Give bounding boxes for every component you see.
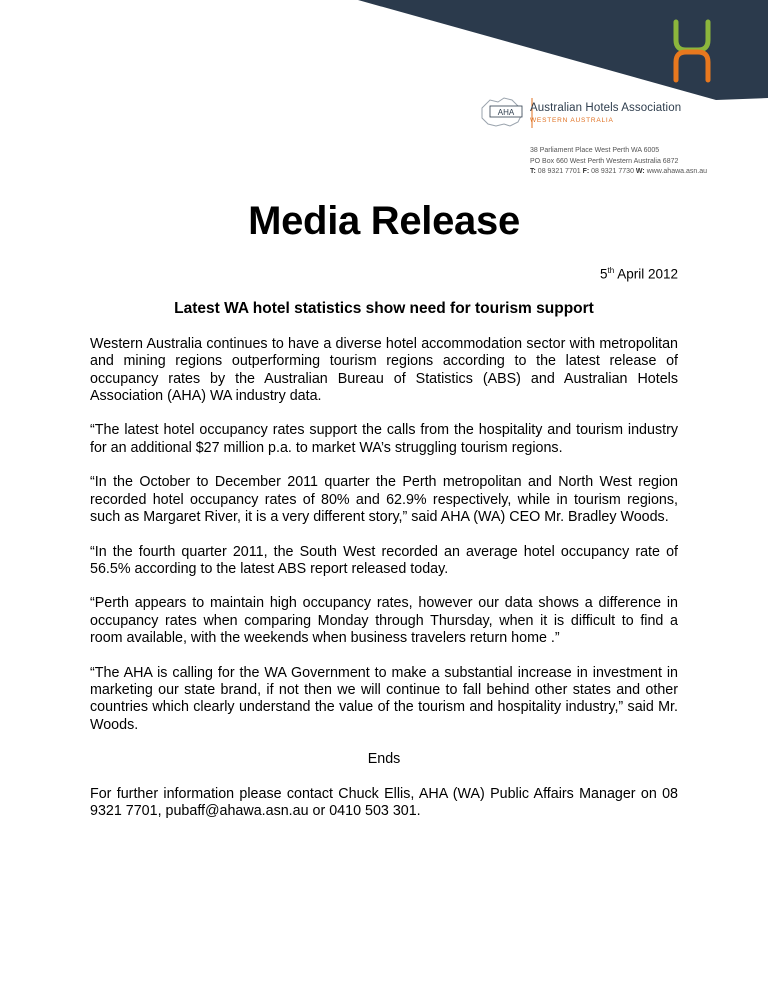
paragraph: “In the October to December 2011 quarter the Perth metropolitan and North West region recorded hotel occupancy rates of 80% and 62.9% respectively, while in tourism regions, such as Margaret River, it is a very different story,” said AHA (WA) CEO Mr. Bradley Woods. — [90, 474, 678, 525]
body-text — [90, 336, 678, 838]
paragraph: “Perth appears to maintain high occupancy rates, however our data shows a difference in occupancy rates when comparing Monday through Thursday, when it is difficult to find a room available, with the weekends when business travelers return home .” — [90, 595, 678, 647]
website-link[interactable]: www.ahawa.asn.au — [646, 168, 708, 175]
fax-label: F: — [582, 168, 590, 175]
release-date — [600, 266, 678, 282]
headline: Latest WA hotel statistics show need for tourism support — [174, 300, 594, 317]
org-subtitle: WESTERN AUSTRALIA — [530, 117, 614, 124]
address-line-1: 38 Parliament Place West Perth WA 6005 — [530, 147, 660, 154]
phone-number: 08 9321 7701 — [537, 168, 581, 175]
aha-logo-text: AHA — [497, 108, 515, 117]
address-line-2: PO Box 660 West Perth Western Australia 6872 — [530, 157, 679, 165]
paragraph: “The AHA is calling for the WA Government to make a substantial increase in investment in marketing our state brand, if not then we will continue to fall behind other states and other countries which clearly understand the value of the tourism and hospitality industry,” said Mr. Woods. — [90, 664, 678, 733]
paragraph: Western Australia continues to have a diverse hotel accommodation sector with metropolitan and mining regions outperforming tourism regions according to the latest release of occupancy rates by the Australian Bureau of Statistics (ABS) and Australian Hotels Association (AHA) WA industry data. — [90, 336, 678, 404]
contact-line — [530, 167, 707, 178]
contact-paragraph: For further information please contact Chuck Ellis, AHA (WA) Public Affairs Manager on 08 9321 7701, pubaff@ahawa.asn.au or 0410 503 301. — [90, 785, 678, 820]
date-month-year: April 2012 — [614, 266, 678, 282]
page-title: Media Release — [248, 199, 520, 243]
paragraph: “In the fourth quarter 2011, the South West recorded an average hotel occupancy rate of 56.5% according to the latest ABS report released today. — [90, 543, 678, 577]
ends-marker: Ends — [367, 751, 401, 768]
org-name: Australian Hotels Association — [530, 102, 682, 114]
web-label: W: — [635, 168, 645, 175]
date-day: 5 — [600, 266, 608, 282]
header-banner — [0, 0, 768, 140]
fax-number: 08 9321 7730 — [591, 168, 634, 175]
phone-label: T: — [530, 168, 536, 175]
paragraph: “The latest hotel occupancy rates support the calls from the hospitality and tourism industry for an additional $27 million p.a. to market WA’s struggling tourism regions. — [90, 422, 678, 456]
aha-australia-logo-icon — [476, 94, 536, 130]
date-suffix: th — [607, 266, 615, 275]
org-address — [530, 146, 707, 178]
